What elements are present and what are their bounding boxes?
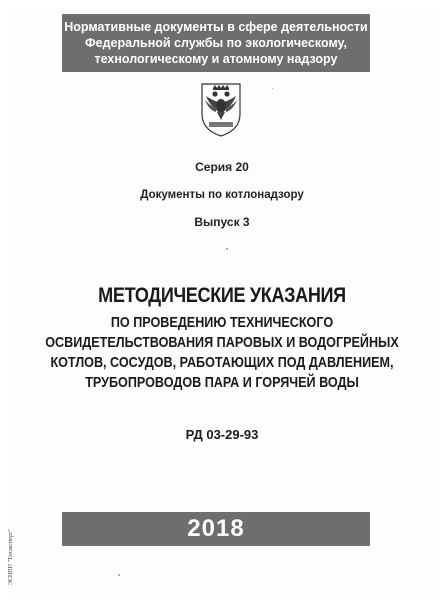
- side-stamp: ЭСНПП "Техэксперт": [8, 529, 14, 585]
- series-number: Серия 20: [195, 160, 249, 174]
- double-headed-eagle-emblem-icon: [196, 80, 246, 138]
- document-subtitle: [0, 313, 444, 393]
- header-line-2: Федеральной службы по экологическому,: [84, 36, 348, 50]
- series-name: Документы по котлонадзору: [140, 189, 304, 201]
- subtitle-line-1: ПО ПРОВЕДЕНИЮ ТЕХНИЧЕСКОГО: [110, 314, 334, 331]
- year-banner: 2018: [62, 512, 370, 546]
- subtitle-line-3: КОТЛОВ, СОСУДОВ, РАБОТАЮЩИХ ПОД ДАВЛЕНИЕМ,: [50, 354, 394, 371]
- subtitle-line-2: ОСВИДЕТЕЛЬСТВОВАНИЯ ПАРОВЫХ И ВОДОГРЕЙНЫХ: [45, 334, 399, 351]
- document-title: МЕТОДИЧЕСКИЕ УКАЗАНИЯ: [98, 284, 346, 307]
- header-line-3: технологическому и атомному надзору: [94, 52, 338, 66]
- issue-number: Выпуск 3: [194, 215, 250, 229]
- header-banner: [62, 14, 370, 72]
- scan-speck: [226, 248, 228, 250]
- subtitle-line-4: ТРУБОПРОВОДОВ ПАРА И ГОРЯЧЕЙ ВОДЫ: [85, 374, 359, 391]
- header-line-1: Нормативные документы в сфере деятельности: [64, 20, 368, 34]
- scan-speck: [118, 574, 120, 576]
- document-code: РД 03-29-93: [185, 427, 259, 442]
- scan-speck: [272, 88, 273, 89]
